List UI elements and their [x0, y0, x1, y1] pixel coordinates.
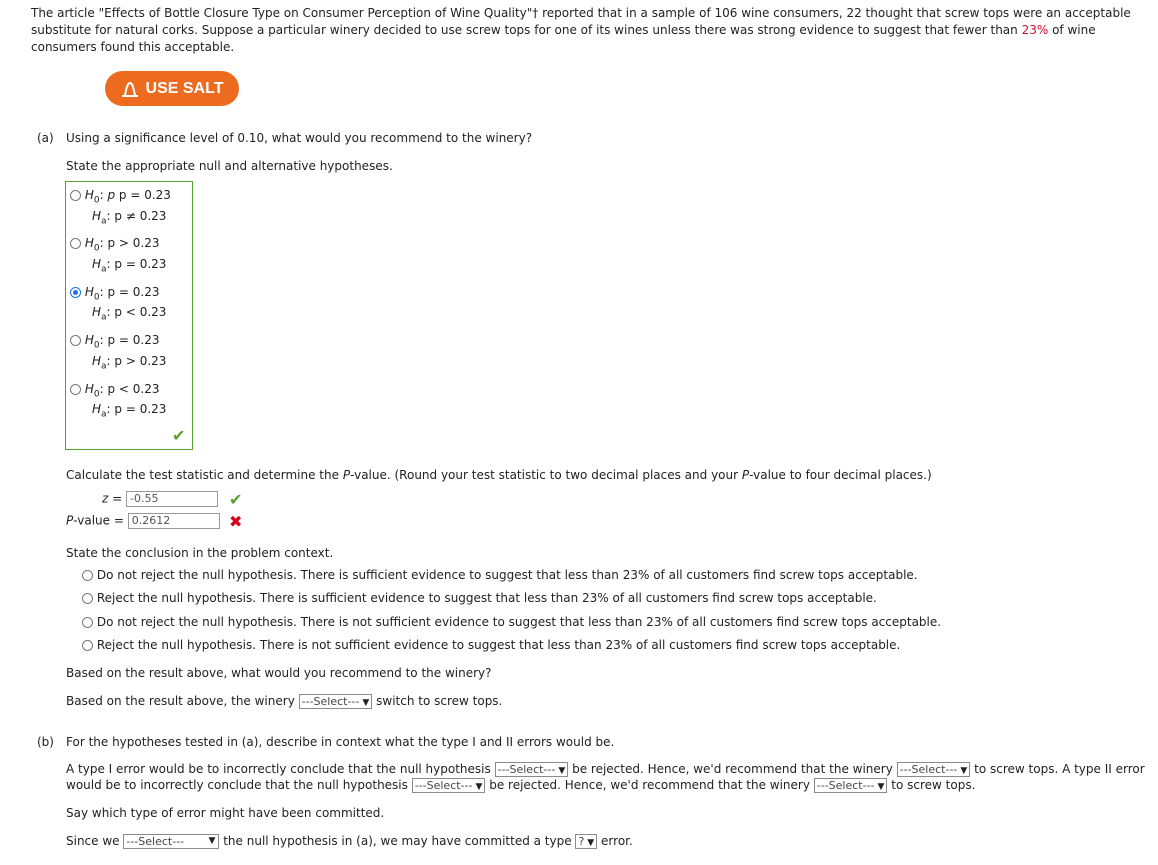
salt-icon [121, 81, 139, 97]
l2-c: to screw tops. [891, 778, 976, 792]
calc-prompt [66, 468, 932, 482]
intro-percent: 23% [1021, 23, 1049, 37]
since-c: error. [601, 834, 633, 848]
conclusion-option-1-text: Do not reject the null hypothesis. There is sufficient evidence to suggest that less than 23% of all customers find screw tops acceptable. [96, 568, 918, 582]
chevron-down-icon: ▼ [558, 766, 566, 776]
chevron-down-icon: ▼ [362, 698, 370, 708]
part-a-label: (a) [37, 131, 54, 145]
calc-prompt-3: -value to four decimal places.) [749, 468, 932, 482]
since-a: Since we [66, 834, 120, 848]
recommend-post: switch to screw tops. [376, 694, 503, 708]
p-label-p: P [66, 513, 74, 528]
conclusion-option-2-radio[interactable] [82, 593, 93, 604]
chevron-down-icon: ▼ [587, 838, 595, 848]
conclusion-prompt: State the conclusion in the problem context. [66, 546, 334, 560]
conclusion-option-1-radio[interactable] [82, 570, 93, 581]
type1-winery-select[interactable] [897, 762, 971, 777]
hyp-option-1-h0[interactable]: $H_0$: p p = 0.23 [70, 188, 171, 205]
type1-null-select[interactable] [495, 762, 569, 777]
hyp-option-3-radio[interactable] [70, 287, 81, 298]
calc-prompt-p2: P [741, 468, 750, 482]
hyp-option-1-ha: $H_a$: p ≠ 0.23 [92, 209, 167, 227]
hyp-option-2-radio[interactable] [70, 238, 81, 249]
l2-a: would be to incorrectly conclude that the null hypothesis [66, 778, 408, 792]
z-input[interactable]: -0.55 [126, 491, 218, 507]
conclusion-option-1[interactable] [82, 568, 918, 582]
use-salt-button[interactable] [105, 71, 239, 106]
since-select[interactable] [123, 834, 219, 849]
hyp-option-4-radio[interactable] [70, 335, 81, 346]
type2-null-select-value: ---Select--- [414, 779, 473, 792]
type-errors-line-2 [66, 778, 975, 793]
conclusion-option-4-text: Reject the null hypothesis. There is not sufficient evidence to suggest that less than 23% of all customers find screw tops acceptable. [96, 638, 901, 652]
hyp-option-5-ha: $H_a$: p = 0.23 [92, 402, 167, 420]
hyp-option-1-radio[interactable] [70, 190, 81, 201]
z-correct-icon: ✔ [229, 490, 243, 509]
z-row: z = -0.55 [102, 491, 218, 507]
type2-null-select[interactable] [412, 778, 486, 793]
conclusion-option-3-radio[interactable] [82, 617, 93, 628]
p-value-incorrect-icon: ✖ [229, 512, 243, 531]
hyp-option-5-radio[interactable] [70, 384, 81, 395]
conclusion-option-3[interactable] [82, 615, 941, 629]
conclusion-option-4[interactable] [82, 638, 900, 652]
recommend-row [66, 694, 502, 709]
hyp-option-2-h0[interactable]: $H_0$: p > 0.23 [70, 236, 159, 253]
recommend-select[interactable] [299, 694, 373, 709]
type2-winery-select-value: ---Select--- [816, 779, 875, 792]
type1-winery-select-value: ---Select--- [899, 763, 958, 776]
z-label: z [102, 491, 109, 506]
hyp-option-2-h0-text: p > 0.23 [107, 236, 160, 250]
chevron-down-icon: ▼ [960, 766, 968, 776]
hyp-option-5-h0[interactable]: $H_0$: p < 0.23 [70, 382, 159, 399]
p-value-row: P-value = 0.2612 [66, 513, 220, 529]
error-type-select-value: ? [578, 835, 585, 848]
conclusion-option-2[interactable] [82, 591, 877, 605]
p-value-input[interactable]: 0.2612 [128, 513, 220, 529]
hyp-option-1-h0-text: p = 0.23 [118, 188, 171, 202]
hyp-option-5-h0-text: p < 0.23 [107, 382, 160, 396]
l1-b: be rejected. Hence, we'd recommend that the winery [572, 762, 893, 776]
hyp-option-4-ha: $H_a$: p > 0.23 [92, 354, 167, 372]
hypotheses-prompt: State the appropriate null and alternative hypotheses. [66, 159, 393, 173]
chevron-down-icon: ▼ [877, 782, 885, 792]
hyp-option-3-ha: $H_a$: p < 0.23 [92, 305, 167, 323]
hyp-option-2-ha: $H_a$: p = 0.23 [92, 257, 167, 275]
problem-intro [31, 5, 1151, 56]
hyp-option-4-h0-text: p = 0.23 [107, 333, 160, 347]
hyp-option-3-h0[interactable]: $H_0$: p = 0.23 [70, 285, 159, 302]
hypotheses-correct-icon: ✔ [172, 426, 186, 445]
part-b-question: For the hypotheses tested in (a), describe in context what the type I and II errors would be. [66, 735, 615, 749]
chevron-down-icon: ▼ [475, 782, 483, 792]
hyp-option-1-ha-text: p ≠ 0.23 [114, 209, 167, 223]
type2-winery-select[interactable] [814, 778, 888, 793]
calc-prompt-p: P [342, 468, 351, 482]
l1-a: A type I error would be to incorrectly conclude that the null hypothesis [66, 762, 491, 776]
conclusion-option-2-text: Reject the null hypothesis. There is sufficient evidence to suggest that less than 23% of all customers find screw tops acceptable. [96, 591, 877, 605]
type1-null-select-value: ---Select--- [497, 763, 556, 776]
since-b: the null hypothesis in (a), we may have committed a type [223, 834, 572, 848]
intro-text-a: The article "Effects of Bottle Closure Type on Consumer Perception of Wine Quality"† reported that in a sample of 106 wine consumers, 22 thought that screw tops were an acceptable substitute for natural corks. Suppose a particular winery decided to use screw tops for one of its wines unless there was strong evidence to suggest that fewer than [31, 6, 1131, 37]
conclusion-option-3-text: Do not reject the null hypothesis. There is not sufficient evidence to suggest that less than 23% of all customers find screw tops acceptable. [96, 615, 942, 629]
error-prompt: Say which type of error might have been committed. [66, 806, 385, 820]
since-row [66, 834, 633, 849]
use-salt-label: USE SALT [145, 79, 224, 97]
intro-text-b: of wine consumers found this acceptable. [31, 23, 1096, 54]
conclusion-option-4-radio[interactable] [82, 640, 93, 651]
hyp-option-4-h0[interactable]: $H_0$: p = 0.23 [70, 333, 159, 350]
calc-prompt-2: -value. (Round your test statistic to two decimal places and your [350, 468, 742, 482]
hyp-option-2-ha-text: p = 0.23 [114, 257, 167, 271]
recommend-prompt: Based on the result above, what would you recommend to the winery? [66, 666, 492, 680]
l1-c: to screw tops. A type II error [974, 762, 1145, 776]
hyp-option-5-ha-text: p = 0.23 [114, 402, 167, 416]
calc-prompt-1: Calculate the test statistic and determine the [66, 468, 343, 482]
recommend-select-value: ---Select--- [301, 695, 360, 708]
hyp-option-4-ha-text: p > 0.23 [114, 354, 167, 368]
error-type-select[interactable] [575, 834, 597, 849]
chevron-down-icon: ▼ [208, 836, 216, 846]
l2-b: be rejected. Hence, we'd recommend that the winery [489, 778, 810, 792]
part-b-label: (b) [37, 735, 54, 749]
p-label-value: -value [73, 513, 111, 528]
since-select-value: ---Select--- [126, 835, 185, 848]
hyp-option-3-h0-text: p = 0.23 [107, 285, 160, 299]
part-a-question: Using a significance level of 0.10, what would you recommend to the winery? [66, 131, 533, 145]
recommend-pre: Based on the result above, the winery [66, 694, 295, 708]
type-errors-line-1 [66, 762, 1145, 777]
hyp-option-3-ha-text: p < 0.23 [114, 305, 167, 319]
